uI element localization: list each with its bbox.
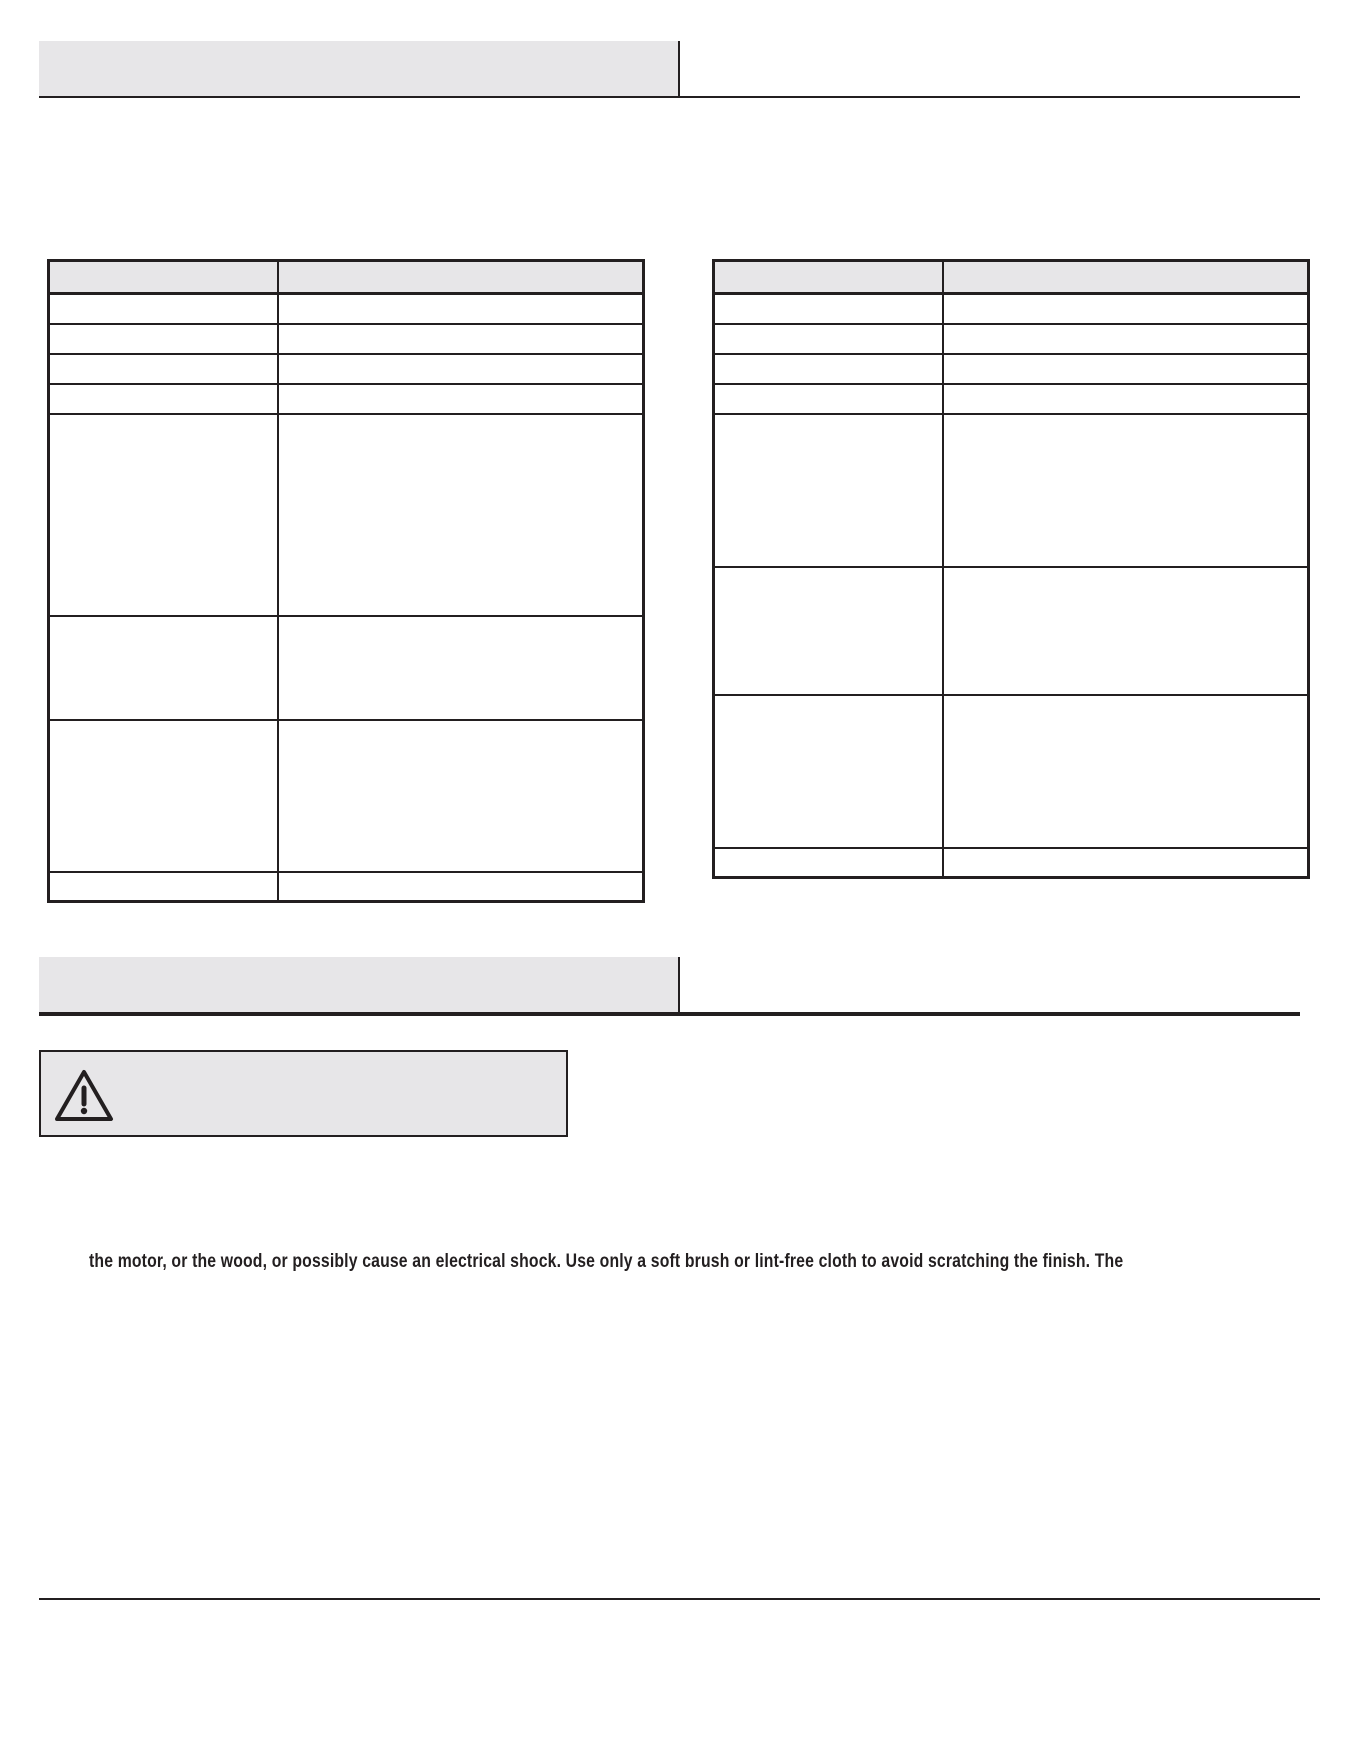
table-cell xyxy=(714,848,943,878)
table-cell xyxy=(49,720,278,872)
table-row xyxy=(49,872,644,902)
table-cell xyxy=(278,324,644,354)
table-cell xyxy=(714,324,943,354)
caution-box xyxy=(39,1050,568,1137)
table-row xyxy=(714,324,1309,354)
table-cell xyxy=(943,324,1309,354)
table-row xyxy=(714,848,1309,878)
table-cell xyxy=(714,294,943,324)
table-cell xyxy=(714,567,943,695)
table-cell xyxy=(49,414,278,616)
table-cell xyxy=(714,695,943,848)
table-cell xyxy=(714,354,943,384)
table-cell xyxy=(943,294,1309,324)
table-cell xyxy=(943,695,1309,848)
table-cell xyxy=(714,384,943,414)
section-tab-divider xyxy=(678,957,680,1013)
table-cell xyxy=(49,324,278,354)
troubleshooting-table-right xyxy=(712,259,1310,879)
section-tab-care-cleaning xyxy=(39,957,678,1013)
table-row xyxy=(714,695,1309,848)
table-cell xyxy=(278,616,644,720)
table-cell xyxy=(49,616,278,720)
table-cell xyxy=(49,384,278,414)
table-cell xyxy=(278,384,644,414)
table-header-row xyxy=(49,261,644,294)
table-row xyxy=(714,354,1309,384)
section-tab-divider xyxy=(678,41,680,96)
table-header-cell xyxy=(714,261,943,294)
table-cell xyxy=(49,872,278,902)
table-row xyxy=(49,414,644,616)
section-header-rule xyxy=(39,1012,1300,1016)
section-tab-troubleshooting xyxy=(39,41,678,96)
table-header-cell xyxy=(943,261,1309,294)
table-cell xyxy=(49,354,278,384)
table-cell xyxy=(278,354,644,384)
maintenance-body-text: the motor, or the wood, or possibly cause an electrical shock. Use only a soft brush or lint-free cloth to avoid scratching the finish. The xyxy=(89,1251,1124,1272)
table-cell xyxy=(278,294,644,324)
table-header-cell xyxy=(49,261,278,294)
table-cell xyxy=(943,384,1309,414)
table-header-row xyxy=(714,261,1309,294)
table-row xyxy=(49,294,644,324)
footer-rule xyxy=(39,1598,1320,1600)
table-cell xyxy=(278,720,644,872)
table-row xyxy=(49,616,644,720)
table-row xyxy=(49,354,644,384)
table-header-cell xyxy=(278,261,644,294)
table-cell xyxy=(943,354,1309,384)
table-cell xyxy=(943,848,1309,878)
warning-triangle-icon xyxy=(53,1068,115,1124)
table-cell xyxy=(943,414,1309,567)
table-cell xyxy=(49,294,278,324)
table-cell xyxy=(714,414,943,567)
troubleshooting-table-left xyxy=(47,259,645,903)
table-row xyxy=(714,414,1309,567)
table-row xyxy=(49,720,644,872)
table-row xyxy=(714,567,1309,695)
table-row xyxy=(714,294,1309,324)
table-cell xyxy=(943,567,1309,695)
table-cell xyxy=(278,414,644,616)
table-cell xyxy=(278,872,644,902)
table-row xyxy=(714,384,1309,414)
table-row xyxy=(49,384,644,414)
section-header-rule xyxy=(39,96,1300,98)
table-row xyxy=(49,324,644,354)
